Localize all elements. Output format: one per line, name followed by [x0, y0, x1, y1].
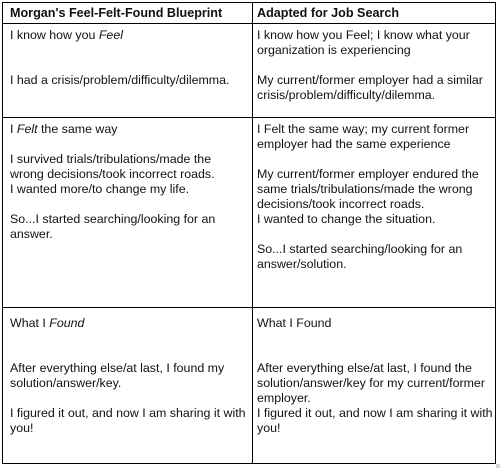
text-prefix: I know how you [10, 28, 99, 42]
row3-left-line2: After everything else/at last, I found my solution/answer/key. [10, 361, 225, 390]
row2-right-line2: My current/former employer endured the same trials/tribulations/made the wrong decisions/took incorrect roads. [257, 167, 479, 211]
text-prefix: What I [10, 316, 50, 330]
row3-right-line3: I figured it out, and now I am sharing it with you! [257, 406, 493, 435]
row1-right-line1: I know how you Feel; I know what your organization is experiencing [257, 28, 470, 57]
row1-right-line2: My current/former employer had a similar crisis/problem/difficulty/dilemma. [257, 73, 483, 102]
row-divider [3, 117, 495, 118]
header-left: Morgan's Feel-Felt-Found Blueprint [10, 6, 223, 20]
row2-right-line4: So...I started searching/looking for an answer/solution. [257, 242, 463, 271]
row3-left-line3: I figured it out, and now I am sharing it with you! [10, 406, 246, 435]
row2-left-cell [10, 122, 246, 242]
row1-left-line1 [10, 28, 246, 43]
row2-left-line3: I wanted more/to change my life. [10, 182, 190, 196]
row2-right-cell [257, 122, 493, 272]
text-prefix: I [10, 122, 17, 136]
row1-right-cell [257, 28, 493, 103]
text-suffix: the same way [37, 122, 118, 136]
row1-left-line2: I had a crisis/problem/difficulty/dilemma. [10, 73, 230, 87]
emphasis-word: Found [49, 316, 85, 330]
row2-right-line3: I wanted to change the situation. [257, 212, 436, 226]
row2-right-line1: I Felt the same way; my current former employer had the same experience [257, 122, 470, 151]
page-corner-shadow [496, 464, 500, 468]
header-divider [3, 23, 495, 24]
row3-right-cell [257, 316, 493, 436]
comparison-table [2, 2, 496, 464]
row2-left-line2: I survived trials/tribulations/made the wrong decisions/took incorrect roads. [10, 152, 215, 181]
row3-right-line1: What I Found [257, 316, 332, 330]
row2-left-line1 [10, 122, 246, 137]
row1-left-cell [10, 28, 246, 88]
header-right: Adapted for Job Search [257, 6, 400, 20]
column-divider [252, 3, 253, 463]
row2-left-line4: So...I started searching/looking for an answer. [10, 212, 216, 241]
emphasis-word: Feel [98, 28, 123, 42]
row-divider [3, 307, 495, 308]
row3-left-line1 [10, 316, 246, 331]
emphasis-word: Felt [16, 122, 38, 136]
row3-left-cell [10, 316, 246, 436]
row3-right-line2: After everything else/at last, I found the solution/answer/key for my current/former employer. [257, 361, 485, 405]
